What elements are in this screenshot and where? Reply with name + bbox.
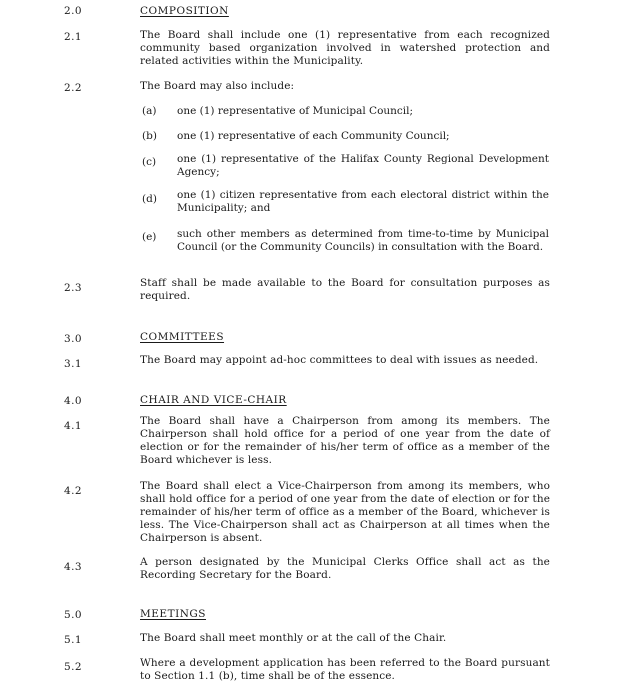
clause-text: The Board shall have a Chairperson from among its members. The Chairperson shall hold office for a period of one year from the date of election or for the remainder of his/her term of office as a member of the Board whichever is less. [140,415,550,466]
clause-text: Staff shall be made available to the Board for consultation purposes as required. [140,277,550,302]
list-item-label: (d) [142,193,157,205]
clause-text: A person designated by the Municipal Clerks Office shall act as the Recording Secretary for the Board. [140,556,550,581]
clause-number: 4.2 [64,485,82,497]
list-item-label: (b) [142,130,157,142]
clause-number: 2.3 [64,282,82,294]
clause-number: 4.3 [64,561,82,573]
list-item-label: (e) [142,231,157,243]
list-item-text: one (1) representative of Municipal Council; [177,105,414,117]
clause-text: The Board shall meet monthly or at the call of the Chair. [140,632,447,644]
clause-text: The Board shall include one (1) representative from each recognized community based organization involved in watershed protection and related activities within the Municipality. [140,29,550,67]
clause-text: The Board may appoint ad-hoc committees to deal with issues as needed. [140,354,539,366]
section-heading-chair: CHAIR AND VICE-CHAIR [140,394,287,406]
section-heading-meetings: MEETINGS [140,608,207,620]
clause-text: The Board may also include: [140,80,295,92]
clause-text: The Board shall elect a Vice-Chairperson from among its members, who shall hold office for a period of one year from the date of election or for the remainder of his/her term of office as a member of the Board, whichever is less. The Vice-Chairperson shall act as Chairperson at all times when the Chairperson is absent. [140,480,551,544]
list-item-text: such other members as determined from time-to-time by Municipal Council (or the Community Councils) in consultation with the Board. [177,228,549,253]
section-number: 5.0 [64,609,82,621]
clause-number: 5.2 [64,661,82,673]
clause-number: 3.1 [64,358,82,370]
list-item-text: one (1) citizen representative from each electoral district within the Municipality; and [177,189,549,214]
list-item-label: (c) [142,156,157,168]
section-heading-composition: COMPOSITION [140,5,229,17]
list-item-label: (a) [142,105,157,117]
list-item-text: one (1) representative of the Halifax County Regional Development Agency; [177,153,549,178]
list-item-text: one (1) representative of each Community Council; [177,130,450,142]
clause-number: 2.1 [64,31,82,43]
clause-text: Where a development application has been referred to the Board pursuant to Section 1.1 (b), time shall be of the essence. [140,657,550,682]
clause-number: 5.1 [64,634,82,646]
section-number: 4.0 [64,395,82,407]
section-number: 3.0 [64,333,82,345]
clause-number: 4.1 [64,420,82,432]
section-heading-committees: COMMITTEES [140,331,225,343]
section-number: 2.0 [64,5,82,17]
clause-number: 2.2 [64,82,82,94]
